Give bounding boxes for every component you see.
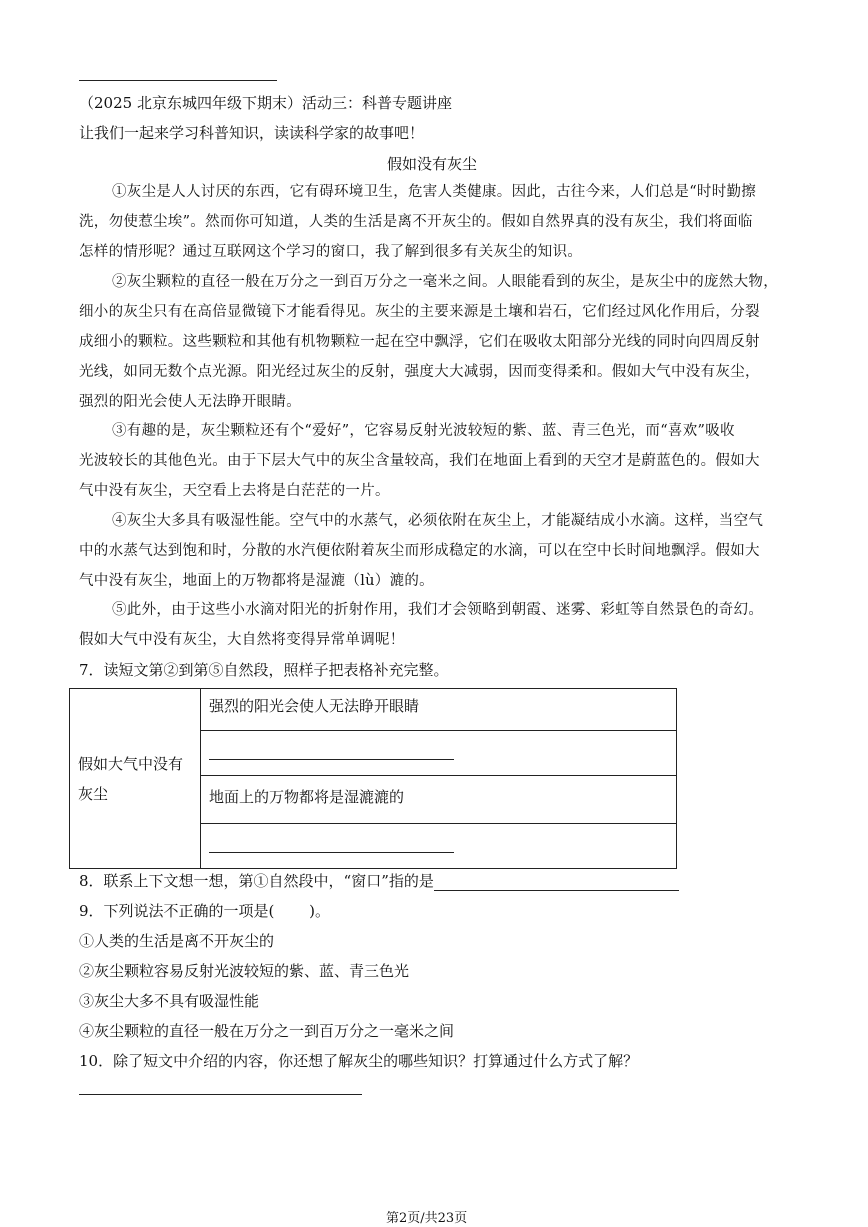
paragraph-4-line-3: 气中没有灰尘，地面上的万物都将是湿漉（lù）漉的。 [79,573,434,589]
paragraph-2-line-3: 成细小的颗粒。这些颗粒和其他有机物颗粒一起在空中飘浮，它们在吸收太阳部分光线的同时向四周反射 [79,334,760,350]
top-rule [79,80,277,81]
article-title: 假如没有灰尘 [387,155,478,173]
question-8-prompt [79,871,679,891]
paragraph-3-line-3: 气中没有灰尘，天空看上去将是白茫茫的一片。 [79,483,390,499]
paragraph-2-line-4: 光线，如同无数个点光源。阳光经过灰尘的反射，强度大大减弱，因而变得柔和。假如大气中没有灰尘， [79,364,760,380]
question-7-prompt: 7．读短文第②到第⑤自然段，照样子把表格补充完整。 [79,661,449,679]
question-9-option-1[interactable]: ①人类的生活是离不开灰尘的 [79,932,275,950]
table-row-3: 地面上的万物都将是湿漉漉的 [201,776,677,824]
paragraph-2-line-1: ②灰尘颗粒的直径一般在万分之一到百万分之一毫米之间。人眼能看到的灰尘，是灰尘中的庞然大物， [112,274,778,290]
table-row-2-blank[interactable] [201,731,677,776]
table-left-label [70,689,201,869]
paragraph-1-line-3: 怎样的情形呢？通过互联网这个学习的窗口，我了解到很多有关灰尘的知识。 [79,244,583,260]
answer-blank-row-2[interactable] [209,743,454,760]
question-8-answer-blank[interactable] [434,874,679,891]
paragraph-4-line-2: 中的水蒸气达到饱和时，分散的水汽便依附着灰尘而形成稳定的水滴，可以在空中长时间地飘浮。假如大 [79,543,760,559]
paragraph-2-line-2: 细小的灰尘只有在高倍显微镜下才能看得见。灰尘的主要来源是土壤和岩石，它们经过风化作用后，分裂 [79,304,760,320]
paragraph-4-line-1: ④灰尘大多具有吸湿性能。空气中的水蒸气，必须依附在灰尘上，才能凝结成小水滴。这样，当空气 [112,513,764,529]
table-row-1: 强烈的阳光会使人无法睁开眼睛 [201,689,677,731]
question-10-answer-line[interactable] [79,1094,362,1095]
table-left-label-line-1: 假如大气中没有 [78,754,184,773]
answer-blank-row-4[interactable] [209,836,454,853]
question-9-prompt: 9．下列说法不正确的一项是( )。 [79,902,331,920]
paragraph-3-line-2: 光波较长的其他色光。由于下层大气中的灰尘含量较高，我们在地面上看到的天空才是蔚蓝色的。假如大 [79,453,760,469]
question-8-text: 8．联系上下文想一想，第①自然段中，“窗口”指的是 [79,872,434,890]
question-9-option-2[interactable]: ②灰尘颗粒容易反射光波较短的紫、蓝、青三色光 [79,962,410,980]
question-9-option-4[interactable]: ④灰尘颗粒的直径一般在万分之一到百万分之一毫米之间 [79,1022,455,1040]
paragraph-5-line-2: 假如大气中没有灰尘，大自然将变得异常单调呢！ [79,632,405,648]
question-10-prompt: 10．除了短文中介绍的内容，你还想了解灰尘的哪些知识？打算通过什么方式了解？ [79,1052,639,1070]
paragraph-3-line-1: ③有趣的是，灰尘颗粒还有个“爱好”，它容易反射光波较短的紫、蓝、青三色光，而“喜欢”吸收 [112,423,735,439]
question-9-option-3[interactable]: ③灰尘大多不具有吸湿性能 [79,992,260,1010]
paragraph-2-line-5: 强烈的阳光会使人无法睁开眼睛。 [79,394,301,410]
question-source: （2025 北京东城四年级下期末）活动三：科普专题讲座 [79,94,452,112]
answer-table [69,688,677,869]
page-number: 第2页/共23页 [386,1211,468,1226]
intro-text: 让我们一起来学习科普知识，读读科学家的故事吧！ [79,124,425,142]
paragraph-1-line-2: 洗，勿使惹尘埃”。然而你可知道，人类的生活是离不开灰尘的。假如自然界真的没有灰尘，我们将面临 [79,214,753,230]
table-row-4-blank[interactable] [201,824,677,869]
table-left-label-line-2: 灰尘 [78,784,109,803]
paragraph-1-line-1: ①灰尘是人人讨厌的东西，它有碍环境卫生，危害人类健康。因此，古往今来，人们总是“时时勤擦 [112,184,757,200]
paragraph-5-line-1: ⑤此外，由于这些小水滴对阳光的折射作用，我们才会领略到朝霞、迷雾、彩虹等自然景色的奇幻。 [112,602,764,618]
